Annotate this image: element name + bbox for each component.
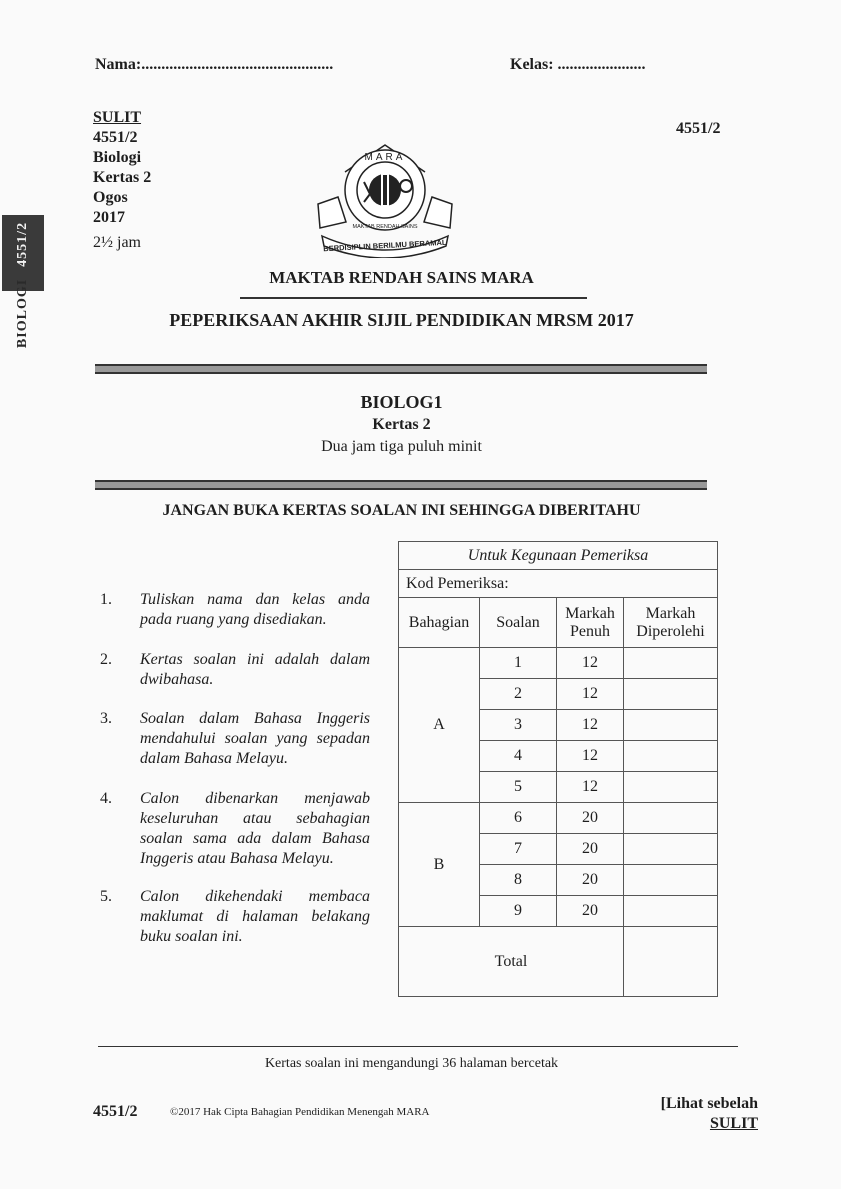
paper-meta bbox=[93, 108, 151, 253]
question-number: 9 bbox=[480, 896, 557, 927]
list-item bbox=[100, 650, 372, 690]
section-a: A bbox=[399, 648, 480, 803]
divider-middle bbox=[95, 480, 707, 490]
paper-number: Kertas 2 bbox=[93, 169, 152, 186]
instruction-number: 2. bbox=[100, 651, 112, 668]
footer-copyright: ©2017 Hak Cipta Bahagian Pendidikan Menengah MARA bbox=[170, 1106, 430, 1118]
instruction-text: Calon dikehendaki membaca maklumat di halaman belakang buku soalan ini. bbox=[140, 888, 370, 945]
paper-code-right: 4551/2 bbox=[676, 120, 721, 137]
name-field[interactable] bbox=[95, 56, 333, 74]
list-item bbox=[100, 789, 372, 869]
question-number: 5 bbox=[480, 772, 557, 803]
instruction-number: 4. bbox=[100, 790, 112, 807]
obtained-mark-cell[interactable] bbox=[624, 710, 718, 741]
header-soalan: Soalan bbox=[480, 598, 557, 648]
instruction-number: 1. bbox=[100, 591, 112, 608]
examiner-code-field[interactable]: Kod Pemeriksa: bbox=[399, 570, 718, 598]
divider-top bbox=[95, 364, 707, 374]
institution-name: MAKTAB RENDAH SAINS MARA bbox=[269, 268, 534, 287]
table-row bbox=[399, 803, 718, 834]
question-number: 7 bbox=[480, 834, 557, 865]
side-tab-subject: BIOLOGI bbox=[15, 278, 30, 349]
question-number: 2 bbox=[480, 679, 557, 710]
logo-banner: BERDISIPLIN BERILMU BERAMAL bbox=[323, 237, 447, 254]
name-dots: ................................................ bbox=[141, 56, 334, 73]
header-bahagian: Bahagian bbox=[399, 598, 480, 648]
examiner-table-caption: Untuk Kegunaan Pemeriksa bbox=[399, 542, 718, 570]
paper-block bbox=[0, 390, 803, 458]
class-dots: ...................... bbox=[557, 56, 646, 73]
class-field[interactable] bbox=[510, 56, 646, 74]
full-mark: 12 bbox=[557, 679, 624, 710]
divider-institution bbox=[240, 297, 587, 299]
full-mark: 20 bbox=[557, 803, 624, 834]
paper-year: 2017 bbox=[93, 209, 125, 226]
header-markah-diperolehi: Markah Diperolehi bbox=[624, 598, 718, 648]
obtained-mark-cell[interactable] bbox=[624, 741, 718, 772]
footer-code: 4551/2 bbox=[93, 1103, 138, 1120]
exam-title: PEPERIKSAAN AKHIR SIJIL PENDIDIKAN MRSM 2017 bbox=[169, 310, 634, 330]
section-b: B bbox=[399, 803, 480, 927]
turn-over-note bbox=[560, 1094, 758, 1134]
question-number: 6 bbox=[480, 803, 557, 834]
warning-text: JANGAN BUKA KERTAS SOALAN INI SEHINGGA DIBERITAHU bbox=[162, 502, 641, 519]
footer-divider bbox=[98, 1046, 738, 1047]
obtained-mark-cell[interactable] bbox=[624, 648, 718, 679]
instruction-number: 5. bbox=[100, 888, 112, 905]
full-mark: 20 bbox=[557, 896, 624, 927]
paper-month: Ogos bbox=[93, 189, 128, 206]
instruction-text: Calon dibenarkan menjawab keseluruhan atau sebahagian soalan sama ada dalam Bahasa Inggeris atau Bahasa Melayu. bbox=[140, 790, 370, 867]
question-number: 8 bbox=[480, 865, 557, 896]
instruction-text: Tuliskan nama dan kelas anda pada ruang yang disediakan. bbox=[140, 591, 370, 628]
page-count: Kertas soalan ini mengandungi 36 halaman bercetak bbox=[264, 1056, 559, 1071]
obtained-mark-cell[interactable] bbox=[624, 865, 718, 896]
sulit-top: SULIT bbox=[93, 109, 142, 126]
side-tab-code: 4551/2 bbox=[15, 221, 30, 267]
paper-block-subject: BIOLOG1 bbox=[360, 392, 443, 412]
header-markah-penuh: Markah Penuh bbox=[557, 598, 624, 648]
mara-logo bbox=[310, 142, 460, 258]
question-number: 3 bbox=[480, 710, 557, 741]
full-mark: 12 bbox=[557, 772, 624, 803]
table-row bbox=[399, 648, 718, 679]
paper-subject: Biologi bbox=[93, 149, 142, 166]
list-item bbox=[100, 709, 372, 769]
instruction-number: 3. bbox=[100, 710, 112, 727]
paper-code: 4551/2 bbox=[93, 129, 138, 146]
full-mark: 20 bbox=[557, 834, 624, 865]
examiner-table bbox=[398, 541, 718, 997]
name-label: Nama: bbox=[95, 56, 142, 73]
question-number: 4 bbox=[480, 741, 557, 772]
list-item bbox=[100, 887, 372, 947]
obtained-mark-cell[interactable] bbox=[624, 772, 718, 803]
total-label: Total bbox=[399, 927, 624, 997]
full-mark: 12 bbox=[557, 741, 624, 772]
paper-duration: 2½ jam bbox=[93, 234, 141, 251]
full-mark: 12 bbox=[557, 710, 624, 741]
instruction-text: Soalan dalam Bahasa Inggeris mendahului soalan yang sepadan dalam Bahasa Melayu. bbox=[140, 710, 370, 767]
full-mark: 20 bbox=[557, 865, 624, 896]
logo-top-text: MARA bbox=[364, 152, 406, 163]
paper-block-duration: Dua jam tiga puluh minit bbox=[321, 438, 482, 455]
sulit-bottom: SULIT bbox=[709, 1115, 758, 1132]
full-mark: 12 bbox=[557, 648, 624, 679]
obtained-mark-cell[interactable] bbox=[624, 803, 718, 834]
list-item bbox=[100, 590, 372, 630]
obtained-mark-cell[interactable] bbox=[624, 679, 718, 710]
class-label: Kelas: bbox=[510, 56, 554, 73]
turn-over-text: [Lihat sebelah bbox=[660, 1095, 758, 1112]
logo-ring-text: MAKTAB RENDAH SAINS bbox=[352, 224, 418, 230]
paper-block-paper: Kertas 2 bbox=[372, 416, 431, 433]
instruction-text: Kertas soalan ini adalah dalam dwibahasa. bbox=[140, 651, 370, 688]
obtained-mark-cell[interactable] bbox=[624, 896, 718, 927]
obtained-mark-cell[interactable] bbox=[624, 834, 718, 865]
question-number: 1 bbox=[480, 648, 557, 679]
total-cell[interactable] bbox=[624, 927, 718, 997]
